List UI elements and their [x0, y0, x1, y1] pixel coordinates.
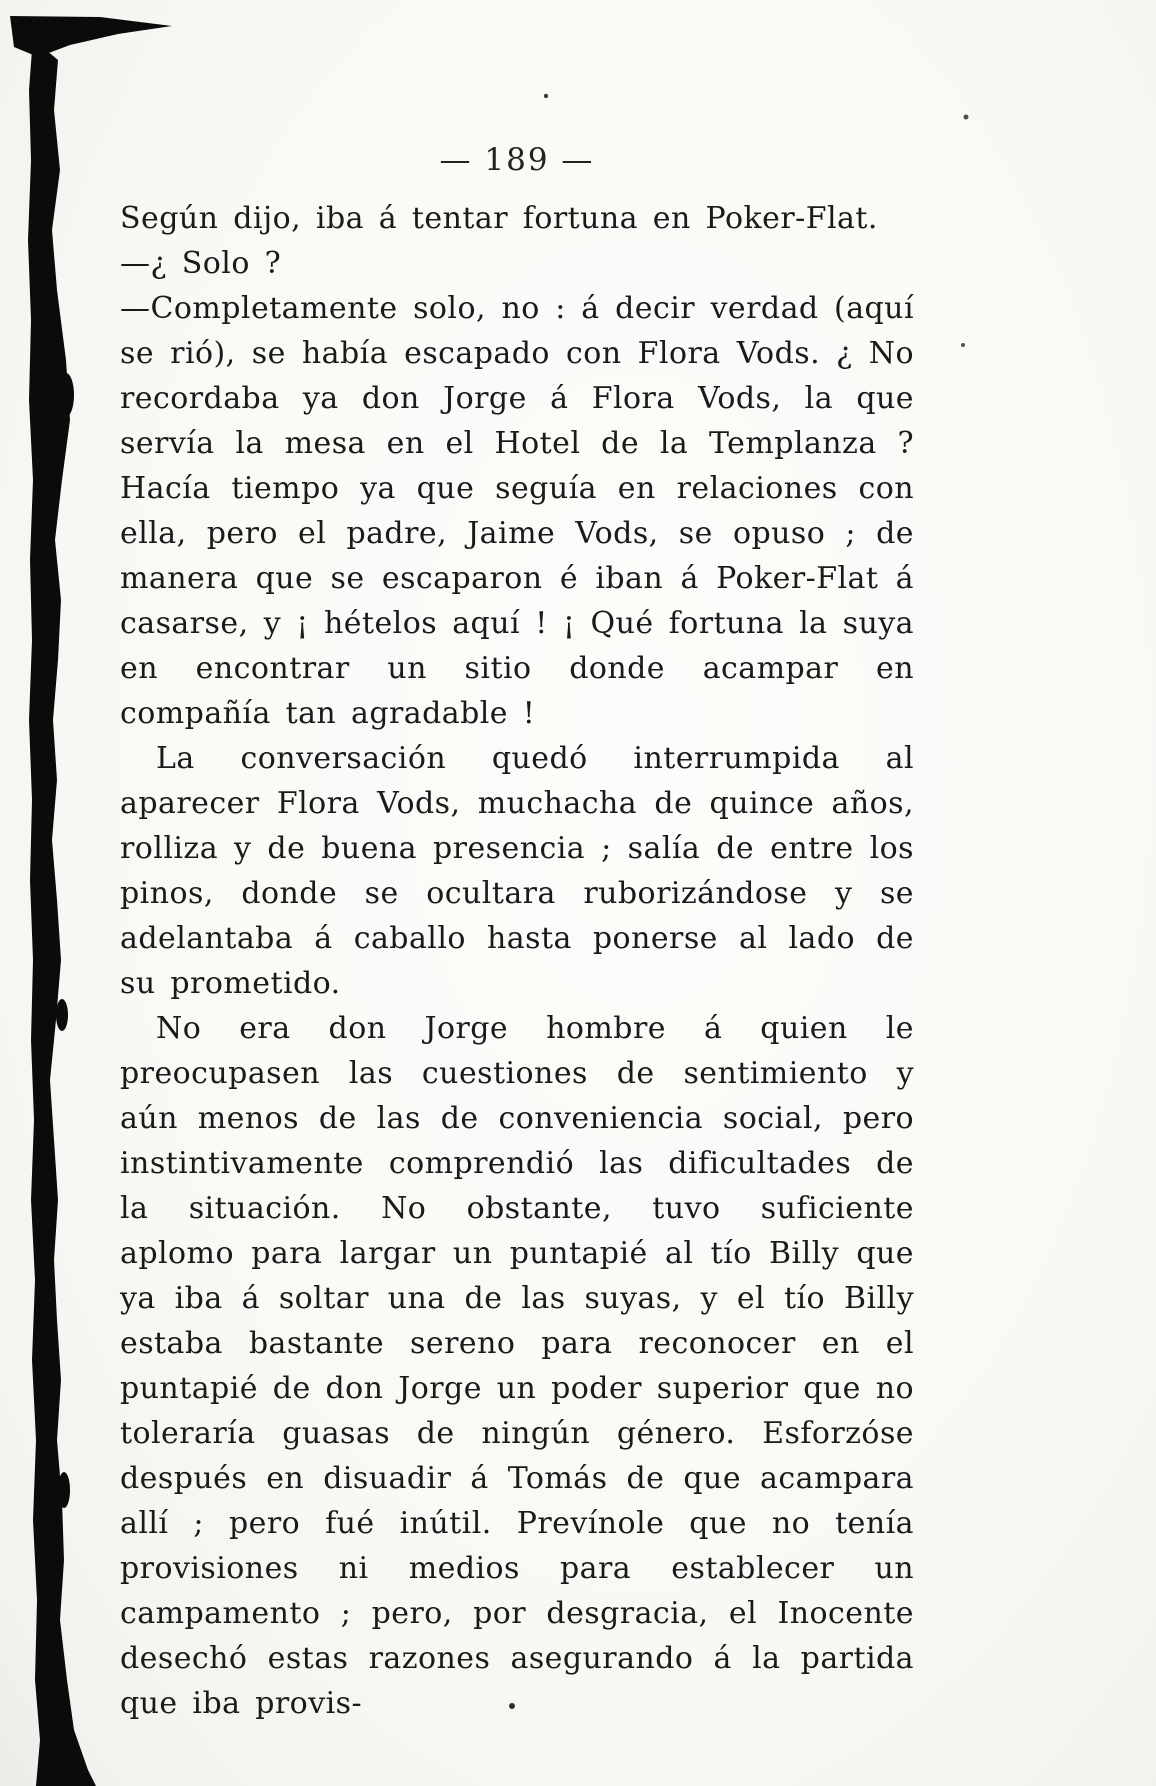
paragraph: Según dijo, iba á tentar fortuna en Poker-Flat. [120, 201, 878, 236]
scan-speck [964, 115, 969, 120]
paragraph: —¿ Solo ? [120, 246, 282, 281]
scan-corner-artifact [10, 16, 172, 57]
scan-ink-blotch [58, 1472, 70, 1508]
page-number: — 189 — [439, 142, 595, 178]
paragraph: No era don Jorge hombre á quien le preocupasen las cuestiones de sentimiento y aún menos de las de conveniencia social, pero instintivamente comprendió las dificultades de la situación. No obstante, tuvo suficiente aplomo para largar un puntapié al tío Billy que ya iba á soltar una de las suyas, y el tío Billy estaba bastante sereno para reconocer en el puntapié de don Jorge un poder superior que no toleraría guasas de ningún género. Esforzóse después en disuadir á Tomás de que acampara allí ; pero fué inútil. Prevínole que no tenía provisiones ni medios para establecer un campamento ; pero, por desgracia, el Inocente desechó estas razones asegurando á la partida que iba provis- [120, 1011, 914, 1721]
scan-binding-shadow [28, 40, 96, 1786]
scan-ink-blotch [58, 373, 74, 417]
body-text [120, 196, 914, 1726]
paragraph: La conversación quedó interrumpida al aparecer Flora Vods, muchacha de quince años, rolliza y de buena presencia ; salía de entre los pinos, donde se ocultara ruborizándose y se adelantaba á caballo hasta ponerse al lado de su prometido. [120, 741, 914, 1001]
scan-ink-blotch [56, 999, 68, 1031]
paragraph: —Completamente solo, no : á decir verdad (aquí se rió), se había escapado con Flora Vods. ¿ No recordaba ya don Jorge á Flora Vods, la que servía la mesa en el Hotel de la Templanza ? Hacía tiempo ya que seguía en relaciones con ella, pero el padre, Jaime Vods, se opuso ; de manera que se escaparon é iban á Poker-Flat á casarse, y ¡ hételos aquí ! ¡ Qué fortuna la suya en encontrar un sitio donde acampar en compañía tan agradable ! [120, 291, 914, 731]
scan-speck [961, 343, 965, 347]
scan-speck [544, 94, 548, 98]
